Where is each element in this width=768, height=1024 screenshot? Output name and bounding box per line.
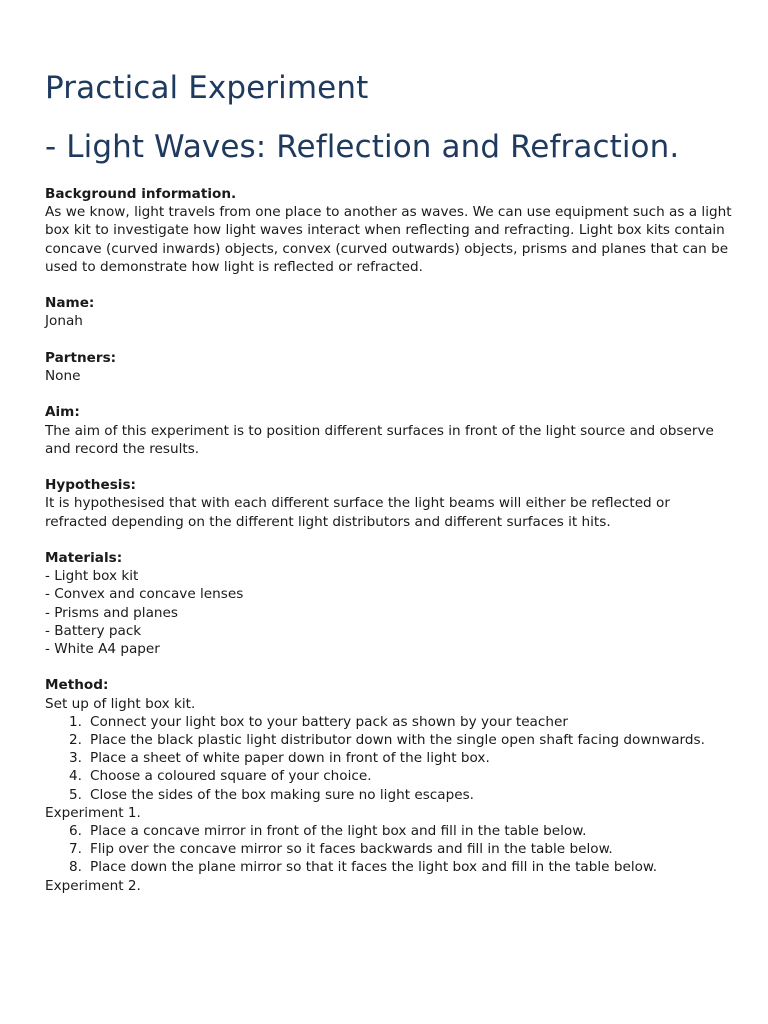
materials-item: - White A4 paper	[45, 641, 160, 657]
background-text: As we know, light travels from one place to another as waves. We can use equipment such as a light box kit to investigate how light waves interact when reflecting and refracting. Light box kits contain concave (curved inwards) objects, convex (curved outwards) objects, prisms and planes that can be used to demonstrate how light is reflected or refracted.	[45, 204, 732, 275]
step-number: 8.	[69, 859, 82, 876]
step-number: 6.	[69, 823, 82, 840]
step-text: Flip over the concave mirror so it faces backwards and fill in the table below.	[90, 841, 613, 858]
experiment2-label: Experiment 2.	[45, 877, 141, 894]
step-text: Place a sheet of white paper down in front of the light box.	[90, 750, 490, 767]
materials-item: - Battery pack	[45, 622, 142, 639]
step-text: Choose a coloured square of your choice.	[90, 768, 372, 785]
spacer	[45, 658, 735, 676]
document-subtitle: - Light Waves: Reflection and Refraction.	[45, 129, 680, 165]
document-body	[45, 185, 735, 895]
method-step	[45, 713, 735, 731]
step-number: 5.	[69, 786, 82, 803]
background-heading: Background information.	[45, 186, 237, 202]
materials-heading: Materials:	[45, 549, 123, 566]
spacer	[45, 531, 735, 549]
method-heading: Method:	[45, 677, 109, 694]
step-number: 4.	[69, 768, 82, 785]
step-text: Place the black plastic light distributor down with the single open shaft facing downwards.	[90, 732, 705, 748]
materials-item: - Convex and concave lenses	[45, 586, 244, 603]
partners-value: None	[45, 368, 81, 384]
method-step	[45, 858, 735, 876]
method-step	[45, 786, 735, 804]
method-step	[45, 822, 735, 840]
step-number: 7.	[69, 841, 82, 858]
name-heading: Name:	[45, 295, 95, 312]
step-number: 2.	[69, 732, 82, 748]
method-step	[45, 731, 735, 749]
document-title: Practical Experiment	[45, 70, 369, 106]
materials-item: - Prisms and planes	[45, 604, 178, 621]
step-number: 1.	[69, 713, 82, 730]
name-value: Jonah	[45, 313, 83, 330]
spacer	[45, 331, 735, 349]
step-text: Place down the plane mirror so that it faces the light box and fill in the table below.	[90, 859, 658, 876]
method-step	[45, 749, 735, 767]
spacer	[45, 385, 735, 403]
method-step	[45, 767, 735, 785]
aim-heading: Aim:	[45, 404, 80, 421]
step-text: Close the sides of the box making sure no light escapes.	[90, 786, 474, 803]
hypothesis-text: It is hypothesised that with each different surface the light beams will either be reflected or refracted depending on the different light distributors and different surfaces it hits.	[45, 495, 670, 530]
aim-text: The aim of this experiment is to position different surfaces in front of the light source and observe and record the results.	[45, 422, 714, 457]
method-step	[45, 840, 735, 858]
experiment1-steps-list	[45, 822, 735, 877]
materials-item: - Light box kit	[45, 568, 139, 585]
experiment1-label: Experiment 1.	[45, 804, 141, 821]
step-number: 3.	[69, 750, 82, 767]
step-text: Connect your light box to your battery pack as shown by your teacher	[90, 713, 568, 730]
spacer	[45, 276, 735, 294]
setup-label: Set up of light box kit.	[45, 695, 196, 712]
partners-heading: Partners:	[45, 349, 117, 366]
hypothesis-heading: Hypothesis:	[45, 477, 136, 494]
setup-steps-list	[45, 713, 735, 804]
spacer	[45, 458, 735, 476]
step-text: Place a concave mirror in front of the light box and fill in the table below.	[90, 823, 587, 840]
